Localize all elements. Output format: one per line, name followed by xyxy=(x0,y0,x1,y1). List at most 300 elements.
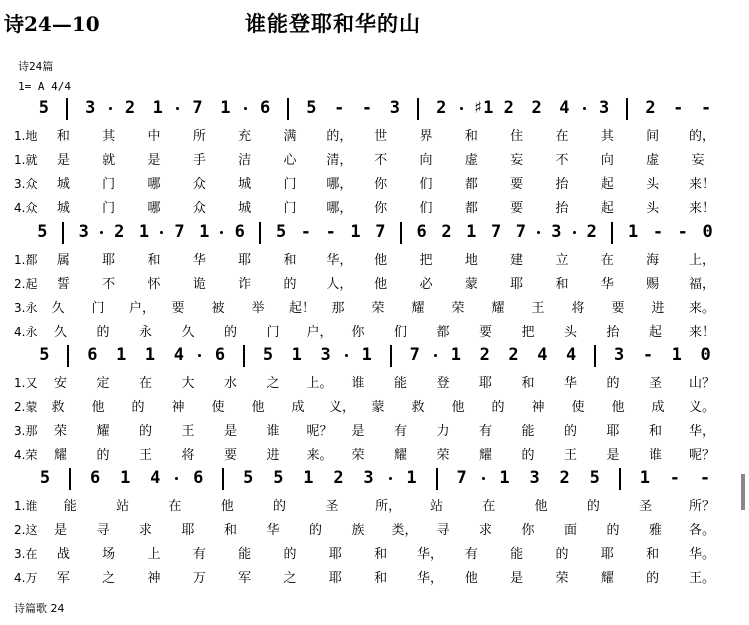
note: 1 xyxy=(406,468,417,488)
note: 6 xyxy=(234,222,245,242)
note: 7 xyxy=(192,98,203,118)
lyric-syllable: 城 xyxy=(238,201,252,216)
note: 4 xyxy=(537,345,548,365)
lyric-syllable: 来。 xyxy=(306,448,333,463)
verse-start: 1.又 xyxy=(14,376,38,390)
verse-start: 4.万 xyxy=(14,571,38,585)
barline xyxy=(62,222,64,244)
lyric-syllable: 的 xyxy=(283,547,297,562)
lyric-syllable: 战 xyxy=(56,547,70,562)
lyric-syllable: 义， xyxy=(329,400,356,415)
lyric-syllable: 诡 xyxy=(192,277,206,292)
lyric-syllable: 抬 xyxy=(555,177,569,192)
lyric-syllable: 之 xyxy=(266,376,280,391)
note: 6 xyxy=(259,98,271,118)
lyric-syllable: 立 xyxy=(555,253,569,268)
lyric-syllable: 来！ xyxy=(689,177,716,192)
lyric-syllable: 户， xyxy=(129,301,156,316)
lyric-syllable: 力 xyxy=(436,424,450,439)
lyric-syllable: 的 xyxy=(223,325,237,340)
lyric-syllable: 你 xyxy=(374,177,388,192)
note: 5 xyxy=(37,222,48,242)
lyric-syllable: 华， xyxy=(689,424,716,439)
note: 3 xyxy=(551,222,562,242)
lyric-syllable: 和 xyxy=(648,424,662,439)
lyric-syllable: 世 xyxy=(374,129,388,144)
lyric-syllable: 满 xyxy=(283,129,297,144)
lyric-syllable: 寻 xyxy=(96,523,110,538)
note: 6 xyxy=(416,222,427,242)
lyric-syllable: 求 xyxy=(478,523,492,538)
lyric-syllable: 城 xyxy=(238,177,252,192)
note: 2 xyxy=(114,222,125,242)
lyric-syllable: 义。 xyxy=(689,400,716,415)
lyric-syllable: 呢？ xyxy=(689,448,716,463)
lyric-syllable: 永 xyxy=(138,325,152,340)
lyric-syllable: 的 xyxy=(606,523,620,538)
lyric-syllable: 头 xyxy=(646,177,660,192)
lyric-syllable: 不 xyxy=(555,153,569,168)
lyric-syllable: 耶 xyxy=(181,523,195,538)
note: 7 xyxy=(515,222,527,242)
note: ♯1 xyxy=(472,98,494,118)
lyric-syllable: 是 xyxy=(606,448,620,463)
note: 1 xyxy=(138,222,150,242)
note: 1 xyxy=(152,98,163,118)
note: 1 xyxy=(303,468,314,488)
lyric-syllable: 的 xyxy=(586,499,600,514)
verse-start: 1.地 xyxy=(14,129,38,143)
note: 7 xyxy=(409,345,420,365)
hold-dash: - xyxy=(699,468,711,488)
lyric-syllable: 荣 xyxy=(451,301,465,316)
lyric-syllable: 耀 xyxy=(96,424,110,439)
verse-start: 3.那 xyxy=(14,424,38,438)
lyric-syllable: 虚 xyxy=(464,153,478,168)
hold-dash: - xyxy=(325,222,336,242)
lyric-syllable: 军 xyxy=(238,571,252,586)
barline xyxy=(66,98,68,120)
lyric-syllable: 和 xyxy=(283,253,297,268)
lyric-syllable: 的 xyxy=(555,547,569,562)
note: 1 xyxy=(628,222,639,242)
lyric-syllable: 是 xyxy=(53,523,67,538)
lyric-syllable: 圣 xyxy=(325,499,339,514)
lyric-syllable: 众 xyxy=(192,177,206,192)
hold-dash: - xyxy=(673,98,684,118)
lyric-syllable: 和 xyxy=(374,547,388,562)
lyric-syllable: 有 xyxy=(393,424,407,439)
lyric-syllable: 华 xyxy=(192,253,206,268)
lyric-syllable: 在 xyxy=(168,499,182,514)
lyric-syllable: 的 xyxy=(131,400,145,415)
lyric-syllable: 能 xyxy=(510,547,524,562)
note: 1 xyxy=(361,345,372,365)
barline xyxy=(619,468,621,490)
lyric-syllable: 起 xyxy=(648,325,662,340)
note: 7 xyxy=(174,222,185,242)
note: 6 xyxy=(87,345,98,365)
lyric-syllable: 哪， xyxy=(326,177,353,192)
lyric-syllable: 寻 xyxy=(436,523,450,538)
barline xyxy=(594,345,596,367)
lyric-syllable: 耶 xyxy=(102,253,116,268)
lyric-syllable: 和 xyxy=(223,523,237,538)
lyric-syllable: 成 xyxy=(291,400,305,415)
scrollbar-edge xyxy=(741,474,745,510)
lyric-syllable: 荣 xyxy=(371,301,385,316)
lyric-syllable: 头 xyxy=(646,201,660,216)
lyric-syllable: 和 xyxy=(464,129,478,144)
lyric-syllable: 族 xyxy=(351,523,365,538)
lyric-syllable: 神 xyxy=(531,400,545,415)
lyric-syllable: 在 xyxy=(138,376,152,391)
barline xyxy=(626,98,628,120)
lyric-syllable: 妄 xyxy=(510,153,524,168)
dot-mark xyxy=(244,107,247,110)
barline xyxy=(67,345,69,367)
note: 2 xyxy=(559,468,570,488)
lyric-syllable: 手 xyxy=(192,153,206,168)
lyric-syllable: 耀 xyxy=(411,301,425,316)
lyric-syllable: 人， xyxy=(326,277,353,292)
lyric-syllable: 诈 xyxy=(238,277,252,292)
lyric-syllable: 久 xyxy=(53,325,67,340)
lyric-syllable: 他 xyxy=(464,571,478,586)
lyric-syllable: 的 xyxy=(96,325,110,340)
note: 5 xyxy=(306,98,317,118)
note: 1 xyxy=(144,345,156,365)
note: 5 xyxy=(262,345,274,365)
dot-mark xyxy=(160,231,163,234)
note: 2 xyxy=(479,345,490,365)
lyric-syllable: 城 xyxy=(56,201,70,216)
lyric-syllable: 和 xyxy=(56,129,70,144)
lyric-syllable: 地 xyxy=(464,253,478,268)
lyric-syllable: 把 xyxy=(521,325,535,340)
note: 3 xyxy=(78,222,89,242)
dot-mark xyxy=(389,477,392,480)
lyric-syllable: 耶 xyxy=(600,547,614,562)
hold-dash: - xyxy=(652,222,664,242)
lyric-syllable: 耶 xyxy=(328,547,342,562)
lyric-syllable: 山？ xyxy=(689,376,716,391)
lyric-syllable: 能 xyxy=(238,547,252,562)
lyric-syllable: 在 xyxy=(482,499,496,514)
lyric-syllable: 蒙 xyxy=(371,400,385,415)
note: 0 xyxy=(700,345,711,365)
lyric-syllable: 那 xyxy=(331,301,345,316)
note: 1 xyxy=(220,98,231,118)
key-time-signature: 1= A 4/4 xyxy=(18,80,71,93)
lyric-syllable: 要 xyxy=(478,325,492,340)
lyric-syllable: 是 xyxy=(147,153,161,168)
verse-start: 2.蒙 xyxy=(14,400,38,414)
lyric-syllable: 军 xyxy=(56,571,70,586)
dot-mark xyxy=(175,477,178,480)
lyric-syllable: 抬 xyxy=(606,325,620,340)
lyric-syllable: 的 xyxy=(521,448,535,463)
lyric-syllable: 把 xyxy=(419,253,433,268)
lyric-syllable: 其 xyxy=(102,129,116,144)
psalm-reference: 诗24篇 xyxy=(18,60,54,73)
lyric-syllable: 上 xyxy=(147,547,161,562)
dot-mark xyxy=(537,231,540,234)
note: 6 xyxy=(193,468,204,488)
lyric-syllable: 华， xyxy=(417,547,444,562)
lyric-syllable: 耀 xyxy=(491,301,505,316)
lyric-syllable: 场 xyxy=(102,547,116,562)
verse-start: 2.这 xyxy=(14,523,38,537)
lyric-syllable: 誓 xyxy=(56,277,70,292)
hold-dash: - xyxy=(669,468,681,488)
lyric-syllable: 耀 xyxy=(53,448,67,463)
dot-mark xyxy=(176,107,179,110)
lyric-syllable: 心 xyxy=(283,153,297,168)
note: 1 xyxy=(199,222,210,242)
lyric-syllable: 荣 xyxy=(555,571,569,586)
note: 5 xyxy=(589,468,600,488)
lyric-syllable: 安 xyxy=(53,376,67,391)
lyric-syllable: 不 xyxy=(102,277,116,292)
note: 1 xyxy=(291,345,302,365)
dot-mark xyxy=(109,107,112,110)
lyric-syllable: 华， xyxy=(326,253,353,268)
barline xyxy=(69,468,71,490)
note: 1 xyxy=(120,468,131,488)
note: 3 xyxy=(389,98,400,118)
note: 6 xyxy=(214,345,226,365)
hold-dash: - xyxy=(361,98,373,118)
lyric-syllable: 类， xyxy=(391,523,418,538)
lyric-syllable: 站 xyxy=(429,499,443,514)
note: 2 xyxy=(645,98,656,118)
lyric-syllable: 在 xyxy=(555,129,569,144)
lyric-syllable: 要 xyxy=(510,177,524,192)
verse-start: 4.永 xyxy=(14,325,38,339)
dot-mark xyxy=(460,107,463,110)
lyric-syllable: 救 xyxy=(411,400,425,415)
note: 2 xyxy=(508,345,519,365)
lyric-syllable: 的 xyxy=(563,424,577,439)
lyric-syllable: 王 xyxy=(531,301,545,316)
note: 2 xyxy=(586,222,597,242)
barline xyxy=(611,222,613,244)
lyric-syllable: 能 xyxy=(393,376,407,391)
lyric-syllable: 神 xyxy=(171,400,185,415)
note: 7 xyxy=(490,222,502,242)
lyric-syllable: 中 xyxy=(147,129,161,144)
lyric-syllable: 耀 xyxy=(478,448,492,463)
lyric-syllable: 来！ xyxy=(689,325,716,340)
lyric-syllable: 都 xyxy=(436,325,450,340)
lyric-syllable: 能 xyxy=(63,499,77,514)
note: 3 xyxy=(85,98,96,118)
lyric-syllable: 妄 xyxy=(691,153,705,168)
note: 1 xyxy=(671,345,682,365)
note: 5 xyxy=(273,468,284,488)
lyric-syllable: 门 xyxy=(283,201,297,216)
barline xyxy=(243,345,245,367)
note: 4 xyxy=(566,345,577,365)
lyric-syllable: 圣 xyxy=(648,376,662,391)
lyric-syllable: 荣 xyxy=(351,448,365,463)
lyric-syllable: 门 xyxy=(266,325,280,340)
note: 2 xyxy=(124,98,136,118)
lyric-syllable: 们 xyxy=(419,201,433,216)
note: 1 xyxy=(499,468,510,488)
lyric-syllable: 王。 xyxy=(689,571,716,586)
lyric-syllable: 必 xyxy=(419,277,433,292)
note: 2 xyxy=(436,98,447,118)
lyric-syllable: 的 xyxy=(646,571,660,586)
lyric-syllable: 王 xyxy=(138,448,152,463)
lyric-syllable: 站 xyxy=(116,499,130,514)
dot-mark xyxy=(220,231,223,234)
lyric-syllable: 们 xyxy=(393,325,407,340)
lyric-syllable: 蒙 xyxy=(464,277,478,292)
lyric-syllable: 上， xyxy=(689,253,716,268)
lyric-syllable: 进 xyxy=(651,301,665,316)
lyric-syllable: 华， xyxy=(417,571,444,586)
lyric-syllable: 王 xyxy=(563,448,577,463)
lyric-syllable: 头 xyxy=(563,325,577,340)
lyric-syllable: 城 xyxy=(56,177,70,192)
lyric-syllable: 所， xyxy=(375,499,402,514)
lyric-syllable: 华 xyxy=(600,277,614,292)
lyric-syllable: 他 xyxy=(91,400,105,415)
song-number: 诗24—10 xyxy=(4,12,100,36)
dot-mark xyxy=(345,354,348,357)
barline xyxy=(436,468,438,490)
verse-start: 1.谁 xyxy=(14,499,38,513)
note: 0 xyxy=(702,222,713,242)
lyric-syllable: 门 xyxy=(102,177,116,192)
lyric-syllable: 们 xyxy=(419,177,433,192)
verse-start: 2.起 xyxy=(14,277,38,291)
lyric-syllable: 有 xyxy=(464,547,478,562)
lyric-syllable: 就 xyxy=(102,153,116,168)
lyric-syllable: 户， xyxy=(306,325,333,340)
lyric-syllable: 谁 xyxy=(351,376,365,391)
lyric-syllable: 雅 xyxy=(648,523,662,538)
lyric-syllable: 要 xyxy=(510,201,524,216)
note: 3 xyxy=(363,468,374,488)
note: 3 xyxy=(598,98,610,118)
lyric-syllable: 的 xyxy=(283,277,297,292)
lyric-syllable: 圣 xyxy=(639,499,653,514)
lyric-syllable: 万 xyxy=(192,571,206,586)
lyric-syllable: 住 xyxy=(510,129,524,144)
hold-dash: - xyxy=(300,222,311,242)
hold-dash: - xyxy=(677,222,688,242)
lyric-syllable: 水 xyxy=(223,376,237,391)
lyric-syllable: 他 xyxy=(220,499,234,514)
lyric-syllable: 谁 xyxy=(648,448,662,463)
footer-label: 诗篇歌 24 xyxy=(14,602,65,615)
lyric-syllable: 呢？ xyxy=(306,424,333,439)
lyric-syllable: 成 xyxy=(651,400,665,415)
note: 3 xyxy=(614,345,625,365)
lyric-syllable: 久 xyxy=(181,325,195,340)
lyric-syllable: 其 xyxy=(600,129,614,144)
lyric-syllable: 你 xyxy=(521,523,535,538)
note: 3 xyxy=(320,345,331,365)
lyric-syllable: 抬 xyxy=(555,201,569,216)
lyric-syllable: 王 xyxy=(181,424,195,439)
lyric-syllable: 谁 xyxy=(266,424,280,439)
lyric-syllable: 他 xyxy=(374,253,388,268)
lyric-syllable: 耀 xyxy=(600,571,614,586)
lyric-syllable: 上。 xyxy=(306,376,333,391)
lyric-syllable: 耶 xyxy=(328,571,342,586)
lyric-syllable: 他 xyxy=(451,400,465,415)
lyric-syllable: 和 xyxy=(147,253,161,268)
lyric-syllable: 耶 xyxy=(606,424,620,439)
lyric-syllable: 是 xyxy=(510,571,524,586)
lyric-syllable: 赐 xyxy=(646,277,660,292)
lyric-syllable: 起！ xyxy=(289,301,316,316)
note: 2 xyxy=(531,98,542,118)
lyric-syllable: 将 xyxy=(571,301,585,316)
lyric-syllable: 所 xyxy=(192,129,206,144)
lyric-syllable: 在 xyxy=(600,253,614,268)
lyric-syllable: 向 xyxy=(419,153,433,168)
lyric-syllable: 所？ xyxy=(689,499,716,514)
lyric-syllable: 你 xyxy=(374,201,388,216)
barline xyxy=(417,98,419,120)
lyric-syllable: 救 xyxy=(51,400,65,415)
lyric-syllable: 举 xyxy=(251,301,265,316)
note: 7 xyxy=(456,468,467,488)
note: 5 xyxy=(275,222,287,242)
lyric-syllable: 充 xyxy=(238,129,252,144)
lyric-syllable: 界 xyxy=(419,129,433,144)
lyric-syllable: 要 xyxy=(171,301,185,316)
lyric-syllable: 大 xyxy=(181,376,195,391)
lyric-syllable: 向 xyxy=(600,153,614,168)
lyric-syllable: 耶 xyxy=(510,277,524,292)
verse-start: 3.众 xyxy=(14,177,38,191)
lyric-syllable: 清， xyxy=(326,153,353,168)
note: 1 xyxy=(116,345,127,365)
lyric-syllable: 不 xyxy=(374,153,388,168)
lyric-syllable: 福， xyxy=(689,277,716,292)
lyric-syllable: 求 xyxy=(138,523,152,538)
lyric-syllable: 的， xyxy=(326,129,353,144)
lyric-syllable: 洁 xyxy=(238,153,252,168)
lyric-syllable: 海 xyxy=(646,253,660,268)
note: 5 xyxy=(39,345,50,365)
lyric-syllable: 荣 xyxy=(436,448,450,463)
lyric-syllable: 都 xyxy=(464,201,478,216)
verse-start: 3.在 xyxy=(14,547,38,561)
lyric-syllable: 耶 xyxy=(238,253,252,268)
note: 1 xyxy=(450,345,462,365)
dot-mark xyxy=(100,231,103,234)
lyric-syllable: 是 xyxy=(56,153,70,168)
lyric-syllable: 他 xyxy=(611,400,625,415)
lyric-syllable: 他 xyxy=(534,499,548,514)
hold-dash: - xyxy=(334,98,345,118)
note: 7 xyxy=(375,222,386,242)
lyric-syllable: 进 xyxy=(266,448,280,463)
lyric-syllable: 久 xyxy=(51,301,65,316)
note: 6 xyxy=(90,468,101,488)
lyric-syllable: 来。 xyxy=(689,301,716,316)
lyric-syllable: 的 xyxy=(491,400,505,415)
lyric-syllable: 面 xyxy=(563,523,577,538)
